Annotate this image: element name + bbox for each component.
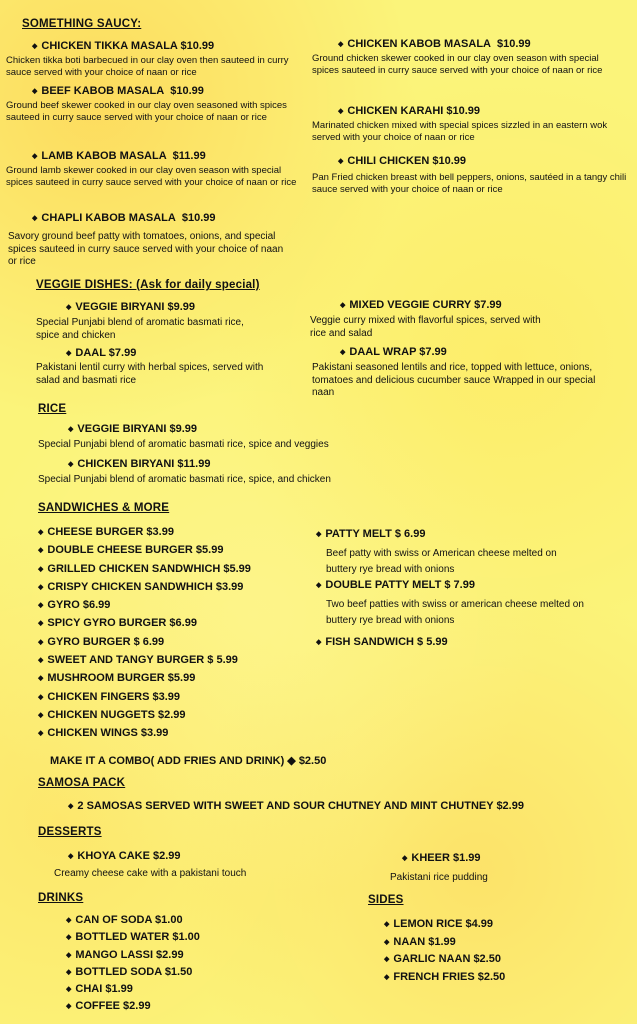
- list-item: ◆ CHEESE BURGER $3.99: [38, 526, 251, 544]
- menu-item-chicken-kabob: ◆ CHICKEN KABOB MASALA $10.99: [338, 38, 531, 50]
- menu-item-desc: Savory ground beef patty with tomatoes, onions, and special spices sauteed in curry sauce served with your choice of naan or rice: [8, 231, 284, 267]
- menu-item-patty-melt: ◆ PATTY MELT $ 6.99: [316, 528, 425, 540]
- list-item: ◆ BOTTLED WATER $1.00: [66, 931, 200, 948]
- section-heading-saucy: SOMETHING SAUCY:: [22, 18, 142, 30]
- list-item: ◆ GYRO $6.99: [38, 599, 251, 617]
- menu-item-khoya-cake: ◆ KHOYA CAKE $2.99: [68, 850, 181, 862]
- list-item: ◆ COFFEE $2.99: [66, 1000, 200, 1017]
- menu-item-chicken-tikka: ◆ CHICKEN TIKKA MASALA $10.99: [32, 40, 214, 52]
- list-item: ◆ LEMON RICE $4.99: [384, 918, 505, 936]
- list-item: ◆ CAN OF SODA $1.00: [66, 914, 200, 931]
- section-heading-desserts: DESSERTS: [38, 826, 102, 838]
- menu-item-double-patty-melt: ◆ DOUBLE PATTY MELT $ 7.99: [316, 579, 475, 591]
- list-item: ◆ SPICY GYRO BURGER $6.99: [38, 617, 251, 635]
- section-heading-drinks: DRINKS: [38, 892, 84, 904]
- list-item: ◆ DOUBLE CHEESE BURGER $5.99: [38, 544, 251, 562]
- menu-item-desc: Special Punjabi blend of aromatic basmati rice, spice, and chicken: [38, 474, 331, 485]
- menu-item-desc: Veggie curry mixed with flavorful spices, served with rice and salad: [310, 315, 541, 339]
- list-item: ◆ MANGO LASSI $2.99: [66, 949, 200, 966]
- menu-item-lamb-kabob: ◆ LAMB KABOB MASALA $11.99: [32, 150, 206, 162]
- list-item: ◆ FRENCH FRIES $2.50: [384, 971, 505, 989]
- menu-item-desc: Pakistani rice pudding: [390, 872, 488, 883]
- menu-item-chicken-biryani: ◆ CHICKEN BIRYANI $11.99: [68, 458, 210, 470]
- list-item: ◆ CHICKEN NUGGETS $2.99: [38, 709, 251, 727]
- list-item: ◆ NAAN $1.99: [384, 936, 505, 954]
- menu-item-kheer: ◆ KHEER $1.99: [402, 852, 480, 864]
- menu-item-chicken-karahi: ◆ CHICKEN KARAHI $10.99: [338, 105, 480, 117]
- menu-item-desc: Creamy cheese cake with a pakistani touch: [54, 868, 247, 879]
- list-item: ◆ GARLIC NAAN $2.50: [384, 953, 505, 971]
- section-heading-rice: RICE: [38, 403, 67, 415]
- menu-item-desc: Two beef patties with swiss or american cheese melted on buttery rye bread with onions: [326, 599, 584, 626]
- menu-item-beef-kabob: ◆ BEEF KABOB MASALA $10.99: [32, 85, 204, 97]
- section-heading-sandwiches: SANDWICHES & MORE: [38, 502, 170, 514]
- drinks-list: [66, 914, 200, 1018]
- menu-item-desc: Chicken tikka boti barbecued in our clay oven then sauteed in curry sauce served with your choice of naan or rice: [6, 55, 289, 79]
- section-heading-sides: SIDES: [368, 894, 404, 906]
- menu-item-desc: Ground chicken skewer cooked in our clay oven season with special spices sauteed in curry sauce served with your choice of naan or rice: [312, 53, 603, 77]
- menu-item-fish-sandwich: ◆ FISH SANDWICH $ 5.99: [316, 636, 448, 648]
- list-item: ◆ MUSHROOM BURGER $5.99: [38, 672, 251, 690]
- section-heading-veggie: VEGGIE DISHES: (Ask for daily special): [36, 279, 260, 291]
- combo-note: MAKE IT A COMBO( ADD FRIES AND DRINK) ◆ $2.50: [50, 755, 327, 767]
- menu-item-daal-wrap: ◆ DAAL WRAP $7.99: [340, 346, 447, 358]
- list-item: ◆ GRILLED CHICKEN SANDWHICH $5.99: [38, 563, 251, 581]
- menu-item-desc: Special Punjabi blend of aromatic basmati rice, spice and veggies: [38, 439, 329, 450]
- list-item: ◆ CRISPY CHICKEN SANDWHICH $3.99: [38, 581, 251, 599]
- menu-item-desc: Ground lamb skewer cooked in our clay oven season with special spices sauteed in curry sauce served with your choice of naan or rice: [6, 165, 297, 189]
- list-item: ◆ CHAI $1.99: [66, 983, 200, 1000]
- list-item: ◆ BOTTLED SODA $1.50: [66, 966, 200, 983]
- menu-item-desc: Marinated chicken mixed with special spices sizzled in an eastern wok served with your choice of naan or rice: [312, 120, 608, 144]
- menu-item-samosa: ◆ 2 SAMOSAS SERVED WITH SWEET AND SOUR CHUTNEY AND MINT CHUTNEY $2.99: [68, 800, 524, 812]
- menu-item-desc: Ground beef skewer cooked in our clay oven seasoned with spices sauteed in curry sauce served with your choice of naan or rice: [6, 100, 287, 124]
- list-item: ◆ SWEET AND TANGY BURGER $ 5.99: [38, 654, 251, 672]
- menu-item-desc: Pakistani lentil curry with herbal spices, served with salad and basmati rice: [36, 362, 264, 386]
- menu-item-mixed-veggie-curry: ◆ MIXED VEGGIE CURRY $7.99: [340, 299, 502, 311]
- sandwich-list: [38, 526, 251, 746]
- menu-item-desc: Special Punjabi blend of aromatic basmati rice, spice and chicken: [36, 317, 244, 341]
- menu-item-chili-chicken: ◆ CHILI CHICKEN $10.99: [338, 155, 466, 167]
- menu-item-daal: ◆ DAAL $7.99: [66, 347, 136, 359]
- menu-item-rice-veggie-biryani: ◆ VEGGIE BIRYANI $9.99: [68, 423, 197, 435]
- list-item: ◆ GYRO BURGER $ 6.99: [38, 636, 251, 654]
- menu-item-desc: Pan Fried chicken breast with bell peppers, onions, sautéed in a tangy chili sauce served with your choice of naan or rice: [312, 172, 627, 196]
- section-heading-samosa: SAMOSA PACK: [38, 777, 126, 789]
- list-item: ◆ CHICKEN FINGERS $3.99: [38, 691, 251, 709]
- list-item: ◆ CHICKEN WINGS $3.99: [38, 727, 251, 745]
- menu-item-chapli-kabob: ◆ CHAPLI KABOB MASALA $10.99: [32, 212, 216, 224]
- menu-item-desc: Beef patty with swiss or American cheese melted on buttery rye bread with onions: [326, 548, 557, 575]
- menu-item-veggie-biryani: ◆ VEGGIE BIRYANI $9.99: [66, 301, 195, 313]
- menu-item-desc: Pakistani seasoned lentils and rice, topped with lettuce, onions, tomatoes and delicious cucumber sauce Wrapped in our special naan: [312, 362, 596, 398]
- sides-list: [384, 918, 505, 988]
